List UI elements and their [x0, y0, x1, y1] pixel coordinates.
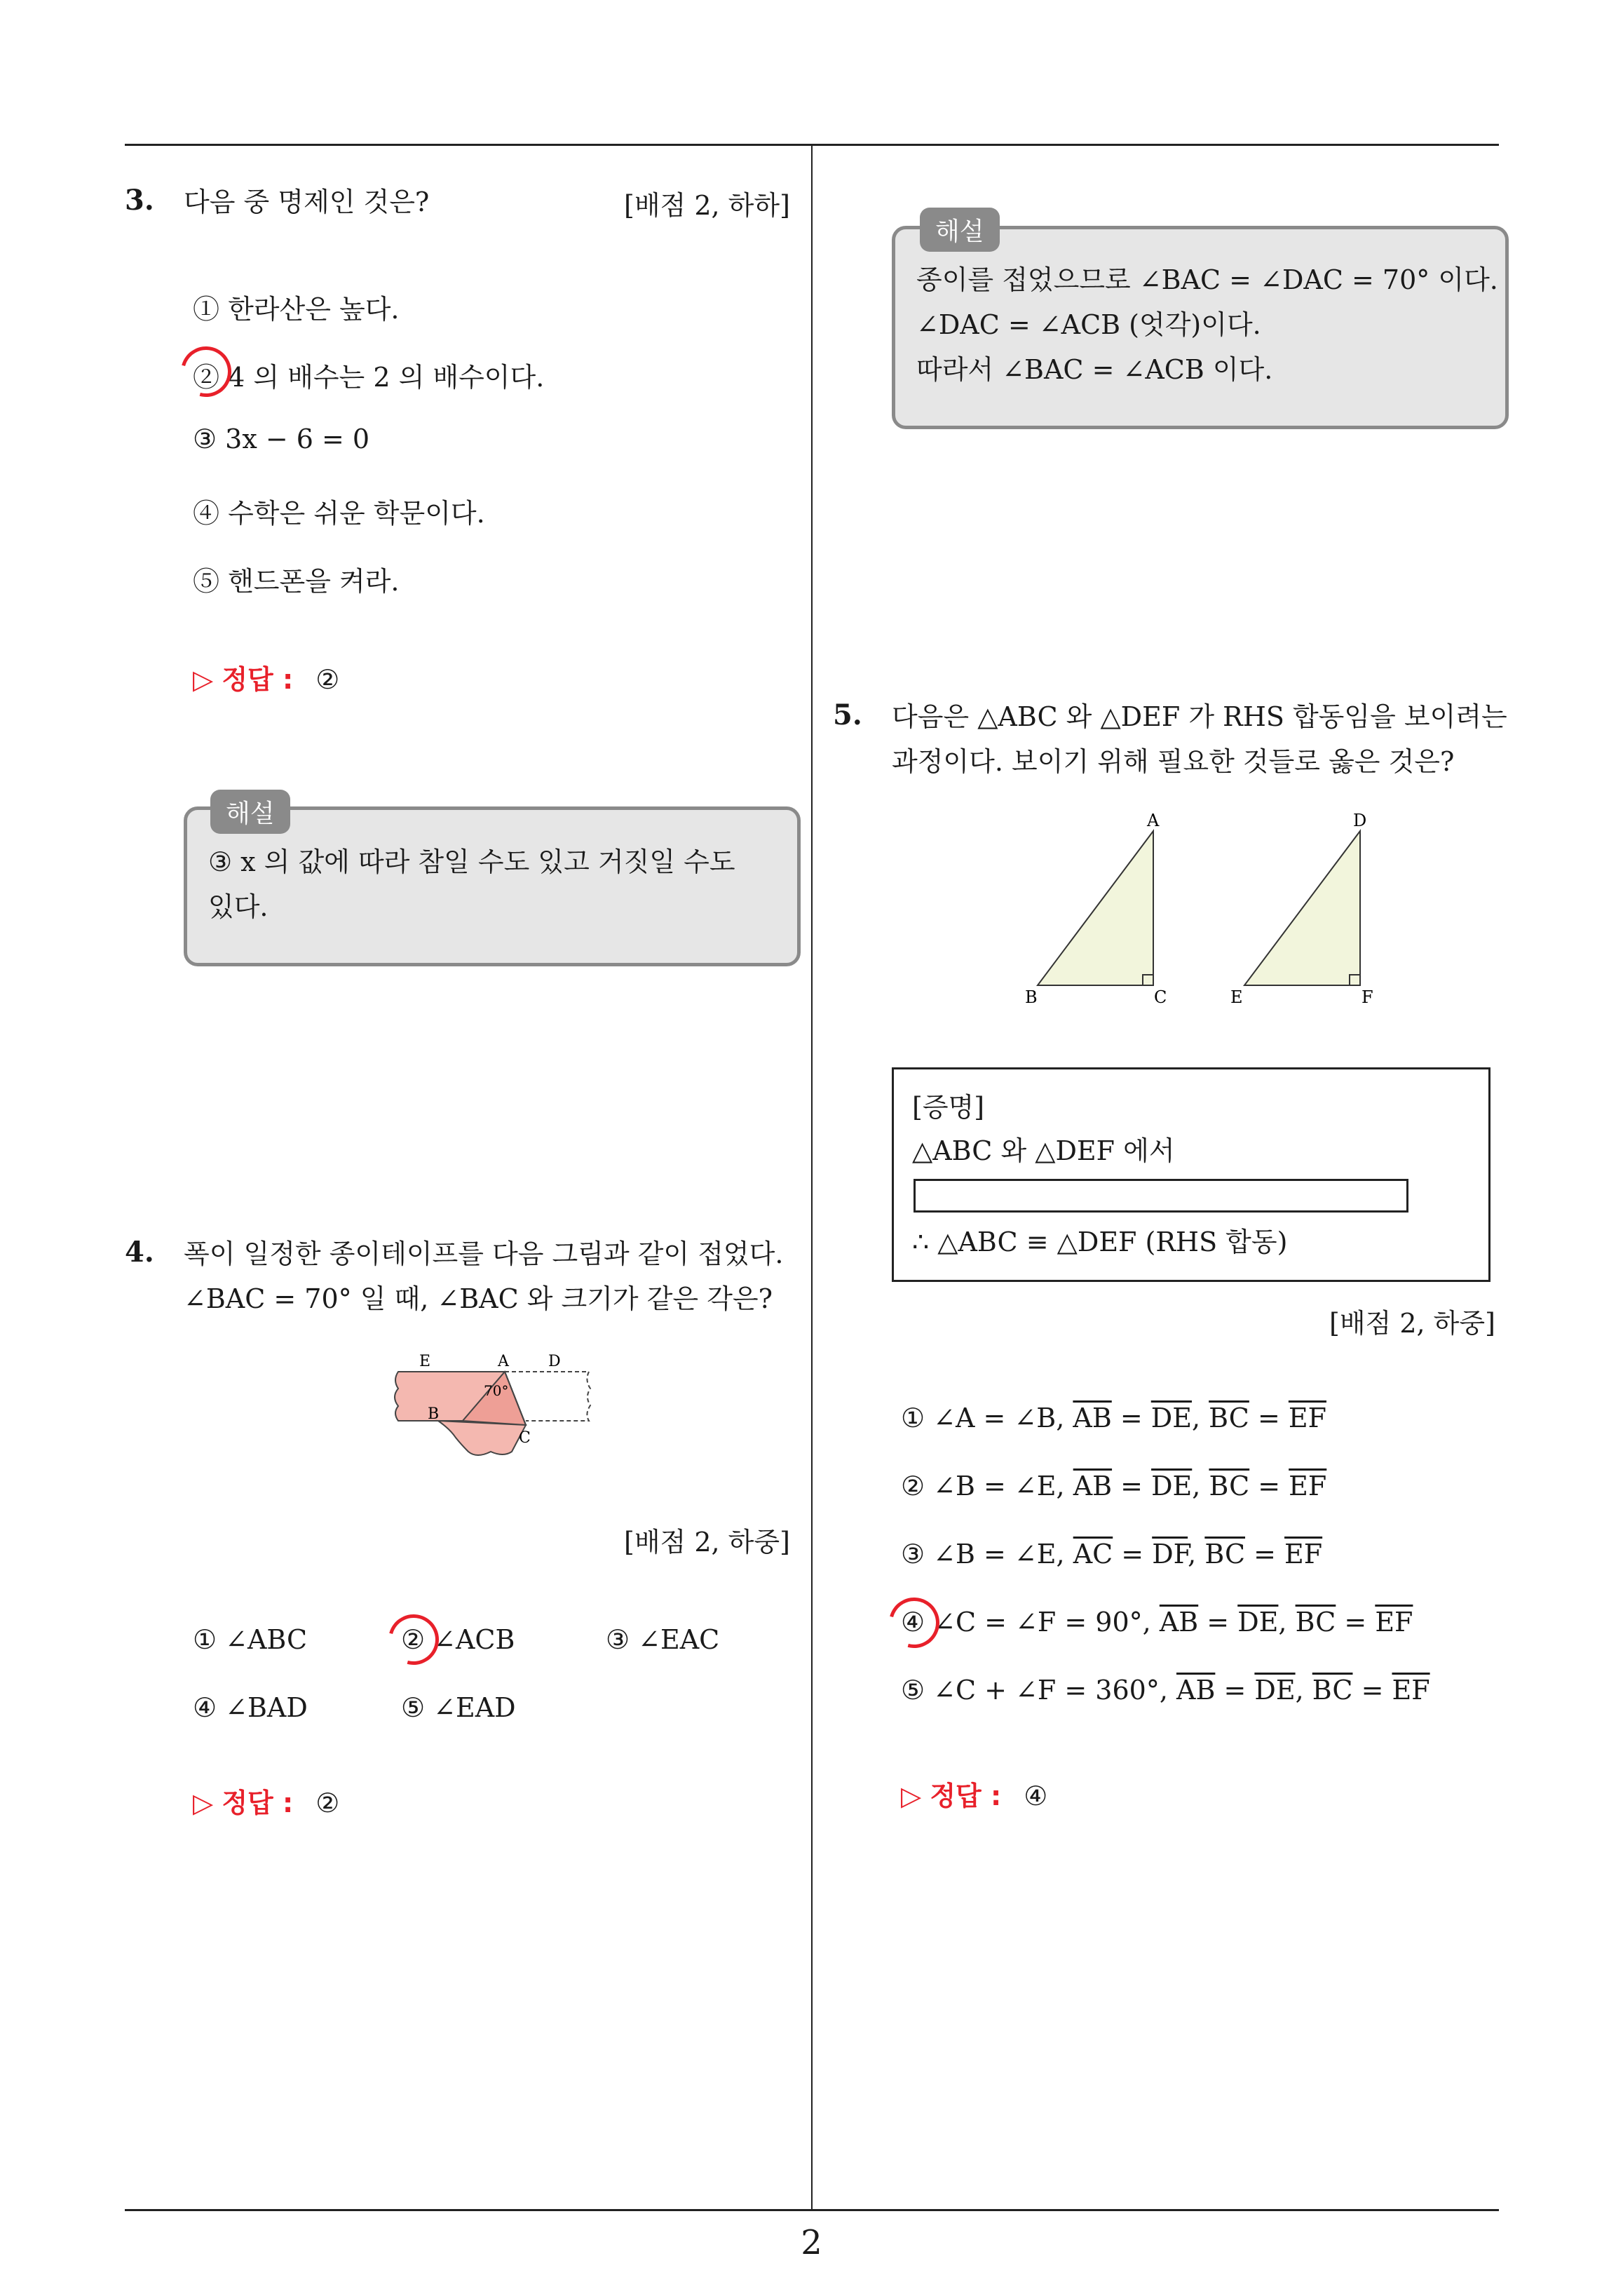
q4-explain-tag: 해설	[920, 208, 1000, 252]
q4-text-line-1: 폭이 일정한 종이테이프를 다음 그림과 같이 접었다.	[184, 1238, 784, 1269]
q5-fig-label-b: B	[1025, 987, 1038, 1007]
q4-choice-1: ① ∠ABC	[193, 1624, 308, 1655]
q4-tape-figure	[386, 1346, 596, 1473]
q4-score: [배점 2, 하중]	[624, 1527, 790, 1558]
q3-explain-tag: 해설	[210, 790, 290, 834]
q3-score: [배점 2, 하하]	[624, 190, 790, 221]
q3-text: 다음 중 명제인 것은?	[184, 187, 430, 217]
q3-choice-4: ④ 수학은 쉬운 학문이다.	[193, 498, 485, 529]
q3-choice-3: ③ 3x − 6 = 0	[193, 424, 370, 454]
answer-triangle-icon: ▷	[901, 1781, 922, 1811]
q5-score: [배점 2, 하중]	[1329, 1308, 1495, 1339]
q5-triangles-figure	[1017, 806, 1395, 1010]
q5-choice-4: ④ ∠C = ∠F = 90°, $\overline{AB} = \overline{DE}$, $\overline{BC} = \overline{EF}$	[901, 1607, 1413, 1637]
q4-choice-3: ③ ∠EAC	[606, 1624, 720, 1655]
q5-fig-label-c: C	[1154, 987, 1167, 1007]
q4-fig-angle: 70°	[484, 1382, 509, 1399]
q5-proof-box	[892, 1067, 1490, 1282]
q5-choice-1: ① ∠A = ∠B, $\overline{AB} = \overline{DE}$, $\overline{BC} = \overline{EF}$	[901, 1403, 1326, 1433]
q4-choice-2: ② ∠ACB	[401, 1624, 515, 1655]
q4-fig-label-a: A	[498, 1353, 509, 1370]
q5-choice-2: ② ∠B = ∠E, $\overline{AB} = \overline{DE}$, $\overline{BC} = \overline{EF}$	[901, 1471, 1327, 1501]
q3-choice-5: ⑤ 핸드폰을 켜라.	[193, 566, 400, 597]
q3-answer-label: 정답 :	[222, 664, 294, 695]
q5-choice-3: ③ ∠B = ∠E, $\overline{AC} = \overline{DF}$, $\overline{BC} = \overline{EF}$	[901, 1539, 1323, 1569]
q5-answer-mark-icon	[880, 1588, 949, 1657]
bottom-rule	[125, 2209, 1499, 2211]
q4-answer	[193, 1781, 339, 1820]
column-divider	[811, 144, 813, 2210]
q5-fig-label-d: D	[1353, 811, 1367, 830]
q4-explain-box	[892, 226, 1509, 429]
q4-explain-line-2: ∠DAC = ∠ACB (엇각)이다.	[916, 309, 1261, 340]
q5-fig-label-a: A	[1147, 811, 1160, 830]
q3-answer-mark-icon	[172, 337, 240, 406]
q5-answer-value: ④	[1024, 1781, 1048, 1811]
page-number: 2	[801, 2223, 822, 2262]
q4-fig-label-b: B	[428, 1405, 440, 1423]
answer-triangle-icon: ▷	[193, 1788, 214, 1818]
q5-answer-label: 정답 :	[930, 1781, 1002, 1811]
q5-fig-label-e: E	[1230, 987, 1243, 1007]
q3-choice-1: ① 한라산은 높다.	[193, 294, 400, 325]
q3-answer-value: ②	[315, 664, 340, 695]
q5-proof-conclusion: ∴ △ABC ≡ △DEF (RHS 합동)	[912, 1227, 1288, 1257]
q4-fig-label-d: D	[548, 1353, 561, 1370]
q5-text-line-1: 다음은 △ABC 와 △DEF 가 RHS 합동임을 보이려는	[892, 701, 1507, 732]
q5-proof-line-1: △ABC 와 △DEF 에서	[912, 1135, 1175, 1166]
q4-number: 4.	[125, 1236, 154, 1269]
q4-choice-5: ⑤ ∠EAD	[401, 1692, 516, 1723]
q3-choice-2: ② 4 의 배수는 2 의 배수이다.	[193, 362, 545, 393]
q3-number: 3.	[125, 184, 154, 217]
q4-explain-line-3: 따라서 ∠BAC = ∠ACB 이다.	[916, 354, 1273, 385]
q4-explain-line-1: 종이를 접었으므로 ∠BAC = ∠DAC = 70° 이다.	[916, 264, 1498, 295]
q4-answer-mark-icon	[379, 1605, 448, 1674]
q5-proof-blank	[914, 1179, 1408, 1213]
q3-explain-line-1: ③ x 의 값에 따라 참일 수도 있고 거짓일 수도	[208, 846, 735, 877]
q5-choice-5: ⑤ ∠C + ∠F = 360°, $\overline{AB} = \overline{DE}$, $\overline{BC} = \overline{EF}$	[901, 1675, 1430, 1706]
q4-fig-label-e: E	[419, 1353, 431, 1370]
q4-answer-label: 정답 :	[222, 1788, 294, 1818]
q5-text-line-2: 과정이다. 보이기 위해 필요한 것들로 옳은 것은?	[892, 746, 1455, 777]
q5-answer	[901, 1774, 1047, 1813]
q3-explain-line-2: 있다.	[208, 891, 269, 922]
q4-text-line-2: ∠BAC = 70° 일 때, ∠BAC 와 크기가 같은 각은?	[184, 1283, 773, 1314]
q4-fig-label-c: C	[519, 1429, 531, 1447]
q5-number: 5.	[833, 698, 862, 731]
q3-answer	[193, 658, 339, 696]
answer-triangle-icon: ▷	[193, 664, 214, 695]
q4-answer-value: ②	[315, 1788, 340, 1818]
q5-fig-label-f: F	[1361, 987, 1373, 1007]
q4-choice-4: ④ ∠BAD	[193, 1692, 308, 1723]
q5-proof-title: [증명]	[912, 1092, 985, 1123]
